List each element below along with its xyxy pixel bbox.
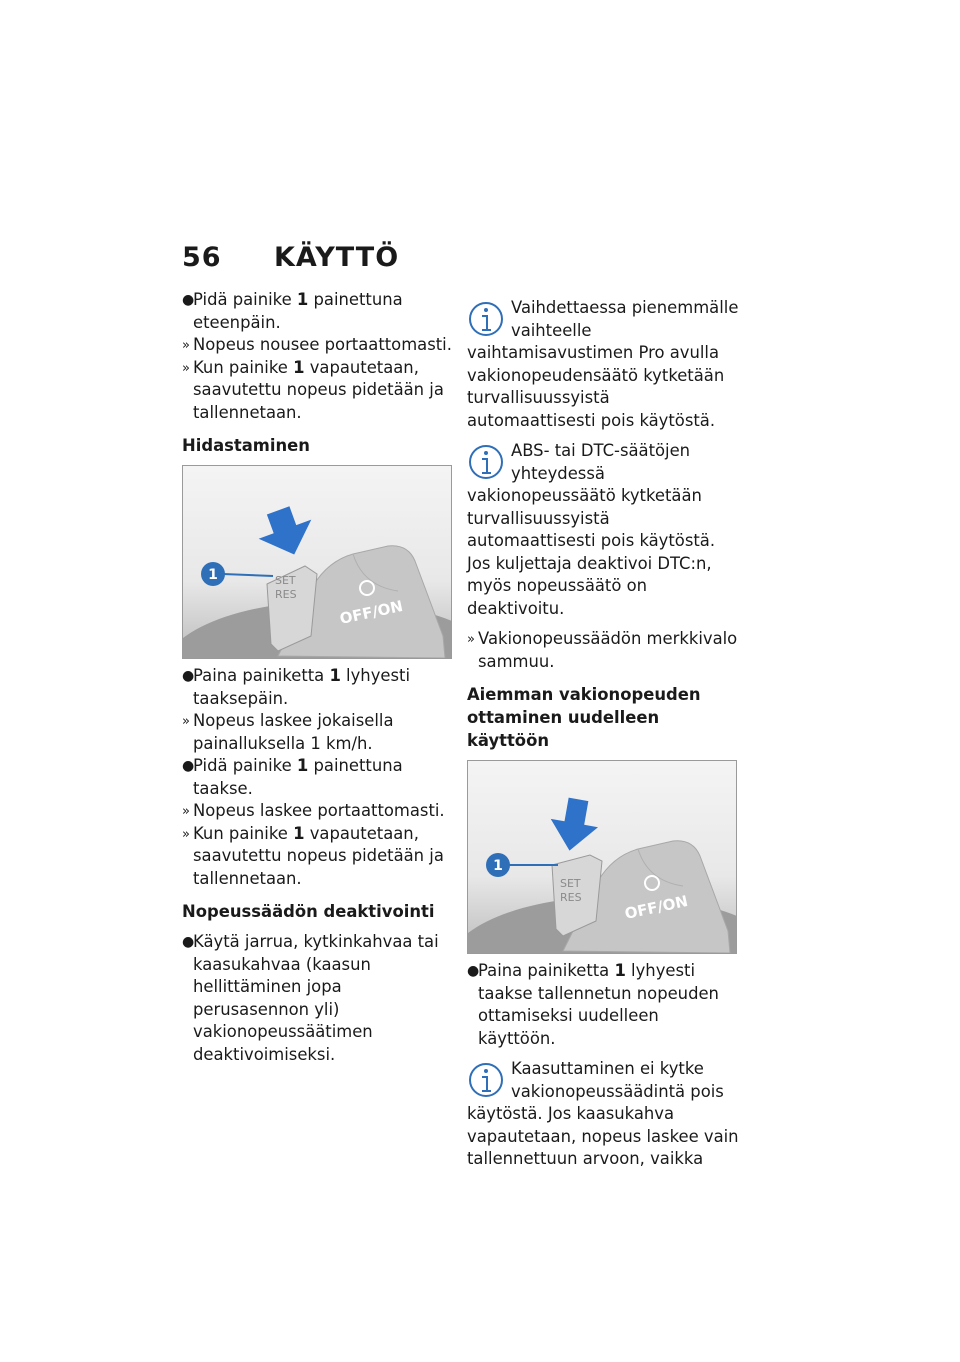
- result-mark: »: [182, 804, 190, 819]
- button-reference: 1: [293, 357, 305, 377]
- switch-illustration: [183, 466, 451, 658]
- bullet-mark: ●: [182, 292, 195, 308]
- step-text: Nopeus laskee portaattomasti.: [193, 801, 445, 820]
- step-text: Pidä painike: [193, 756, 297, 775]
- callout-number: 1: [208, 567, 218, 583]
- button-label-res: RES: [275, 588, 297, 601]
- result-step: [182, 800, 457, 823]
- instruction-list: [182, 289, 457, 424]
- button-reference: 1: [293, 823, 305, 843]
- action-step: [182, 289, 457, 334]
- button-reference: 1: [296, 290, 309, 309]
- cruise-control-switch-figure: [182, 465, 452, 659]
- section-heading-deactivation: Nopeussäädön deaktivointi: [182, 902, 435, 921]
- action-step: [467, 960, 739, 1050]
- press-arrow-icon: [546, 795, 602, 855]
- step-text: lyhyesti taakse tallennetun nopeuden ottamiseksi uudelleen käyttöön.: [478, 961, 719, 1048]
- bullet-mark: ●: [182, 934, 195, 950]
- section-heading-slowing: Hidastaminen: [182, 436, 310, 455]
- info-note: [467, 297, 739, 432]
- result-mark: »: [182, 714, 190, 729]
- action-step: [182, 755, 457, 800]
- note-text: Vaihdettaessa pienemmälle vaihteelle vaihtamisavustimen Pro avulla vakionopeudensäätö kytketään turvallisuussyistä automaattisesti pois käytöstä.: [467, 298, 739, 430]
- switch-label-offon: OFF/ON: [623, 891, 690, 923]
- step-text: lyhyesti taaksepäin.: [193, 666, 410, 708]
- instruction-list: [182, 665, 457, 890]
- section-heading-resume: Aiemman vakionopeuden ottaminen uudelleen käyttöön: [467, 685, 701, 750]
- result-step: [182, 334, 457, 357]
- result-step: [467, 628, 739, 673]
- page-number: 56: [182, 242, 222, 273]
- info-icon: [467, 299, 505, 341]
- switch-illustration: [468, 761, 736, 953]
- button-reference: 1: [329, 666, 341, 685]
- bullet-mark: ●: [182, 758, 195, 774]
- step-text: painettuna taakse.: [193, 756, 403, 798]
- instruction-list: [467, 628, 739, 673]
- result-step: [182, 823, 457, 891]
- left-column: [182, 289, 457, 1066]
- step-text: Kun painike: [193, 357, 294, 377]
- step-text: Paina painiketta: [193, 666, 330, 685]
- action-step: [182, 931, 457, 1066]
- press-arrow-icon: [252, 501, 321, 564]
- step-text: Pidä painike: [193, 290, 297, 309]
- switch-label-offon: OFF/ON: [338, 596, 405, 628]
- step-text: Vakionopeussäädön merkkivalo sammuu.: [478, 629, 738, 671]
- chapter-title: KÄYTTÖ: [273, 242, 400, 273]
- button-label-set: SET: [275, 574, 296, 587]
- result-step: [182, 357, 457, 425]
- result-mark: »: [182, 826, 190, 842]
- info-note: [467, 1058, 739, 1171]
- page-header: [182, 242, 399, 273]
- info-icon: [467, 442, 505, 484]
- step-text: Kun painike: [193, 823, 294, 843]
- step-text: Nopeus nousee portaattomasti.: [193, 335, 452, 354]
- button-reference: 1: [296, 756, 309, 775]
- result-mark: »: [182, 338, 190, 353]
- step-text: Nopeus laskee jokaisella painalluksella 1 km/h.: [193, 711, 394, 753]
- step-text: Paina painiketta: [478, 961, 615, 980]
- result-mark: »: [182, 360, 190, 376]
- bullet-mark: ●: [182, 668, 195, 684]
- button-reference: 1: [614, 961, 626, 980]
- info-note: [467, 440, 739, 620]
- note-text: ABS- tai DTC-säätöjen yhteydessä vakionopeussäätö kytketään turvallisuussyistä automaattisesti pois käytöstä. Jos kuljettaja deaktivoi DTC:n, myös nopeussäätö on deaktivoitu.: [467, 441, 716, 618]
- note-text: Kaasuttaminen ei kytke vakionopeussäädintä pois käytöstä. Jos kaasukahva vapautetaan, nopeus laskee vain tallennettuun arvoon, vaikka: [467, 1059, 739, 1168]
- step-text: painettuna eteenpäin.: [193, 290, 403, 332]
- info-icon: [467, 1060, 505, 1102]
- step-text: vapautetaan, saavutettu nopeus pidetään ja tallennetaan.: [193, 357, 444, 422]
- callout-number: 1: [493, 858, 503, 874]
- instruction-list: [182, 931, 457, 1066]
- bullet-mark: ●: [467, 963, 480, 979]
- cruise-control-switch-figure: [467, 760, 737, 954]
- instruction-list: [467, 960, 739, 1050]
- button-label-res: RES: [560, 891, 582, 904]
- step-text: vapautetaan, saavutettu nopeus pidetään ja tallennetaan.: [193, 823, 444, 888]
- result-mark: »: [467, 632, 475, 647]
- step-text: Käytä jarrua, kytkinkahvaa tai kaasukahvaa (kaasun hellittäminen jopa perusasennon yli) vakionopeussäätimen deaktivoimiseksi.: [193, 932, 439, 1064]
- callout-line: [223, 574, 273, 576]
- action-step: [182, 665, 457, 710]
- button-label-set: SET: [560, 877, 581, 890]
- result-step: [182, 710, 457, 755]
- right-column: [467, 289, 739, 1179]
